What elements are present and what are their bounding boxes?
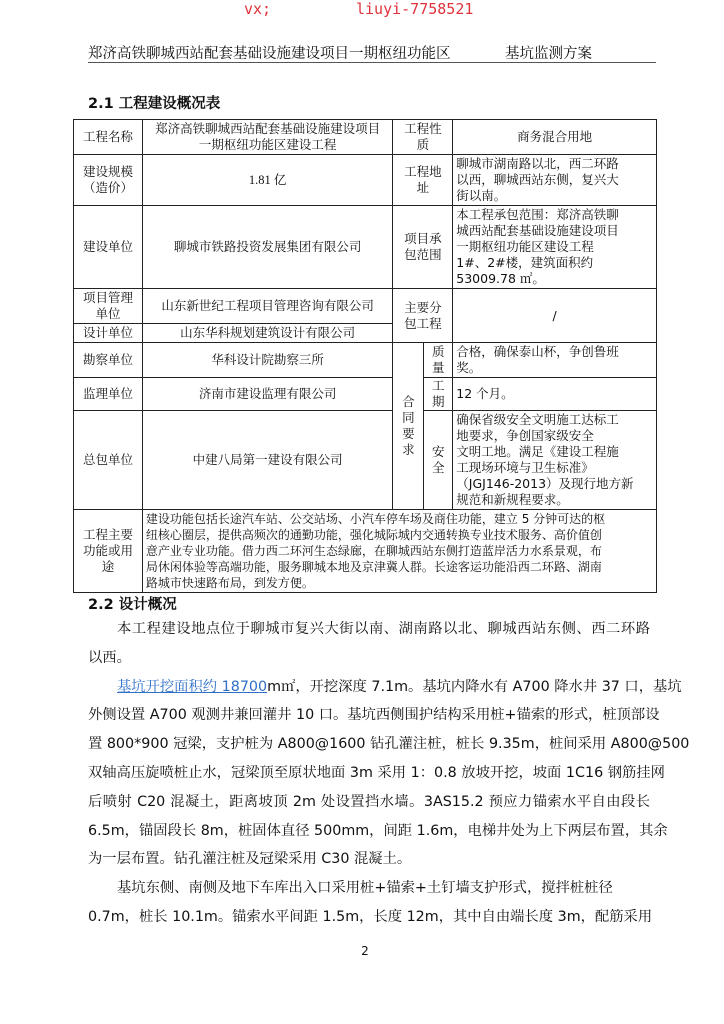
table-row [74,289,657,324]
cell-group-label: 合 同 要 求 [393,343,424,510]
paragraph-line: 外侧设置 A700 观测井兼回灌井 10 口。基坑西侧围护结构采用桩+锚索的形式，桩顶部设 [88,707,660,724]
cell-label: 工程地 址 [393,155,453,206]
cell-label: 工程性 质 [393,120,453,155]
cell-label: 监理单位 [74,378,143,411]
paragraph-line: 后喷射 C20 混凝土，距离坡顶 2m 处设置挡水墙。3AS15.2 预应力锚索水平自由段长 [88,793,650,810]
cell-value: 山东华科规划建筑设计有限公司 [142,324,392,343]
page-content [73,119,690,958]
paragraph-line: 置 800*900 冠梁，支护桩为 A800@1600 钻孔灌注桩，桩长 9.35m，桩间采用 A800@500 [88,736,690,753]
cell-label: 总包单位 [74,411,143,510]
cell-value: 聊城市湖南路以北，西二环路 以西，聊城西站东侧，复兴大 街以南。 [453,155,657,206]
cell-label: 项目承 包范围 [393,206,453,289]
cell-value: 聊城市铁路投资发展集团有限公司 [142,206,392,289]
cell-value: 郑济高铁聊城西站配套基础设施建设项目 一期枢纽功能区建设工程 [142,120,392,155]
page-number: 2 [361,943,369,958]
table-row [74,343,657,378]
cell-value: 山东新世纪工程项目管理咨询有限公司 [142,289,392,324]
header-doc: 基坑监测方案 [505,46,592,62]
cell-value: 商务混合用地 [453,120,657,155]
cell-value: 确保省级安全文明施工达标工 地要求，争创国家级安全 文明工地。满足《建设工程施 工现场环境与卫生标准》 （JGJ146-2013）及现行地方新 规范和新规程要求。 [453,411,657,510]
cell-value: / [453,289,657,343]
table-row [74,120,657,155]
cell-label: 勘察单位 [74,343,143,378]
cell-value: 建设功能包括长途汽车站、公交站场、小汽车停车场及商住功能，建立 5 分钟可达的枢 纽核心圈层，提供高频次的通勤功能，强化城际城内交通转换专业技术服务、高价值创 意产业专业功能。借力西二环河生态绿廊，在聊城西站东侧打造蓝岸活力水系景观，布 局休闲体验等高端功能，服务聊城本地及京津冀人群。长途客运功能沿西二环路、湖南 路城市快速路布局，到发方便。 [142,510,656,593]
section-heading-2-1: 2.1 工程建设概况表 [88,96,221,112]
cell-label: 质 量 [424,343,453,378]
paragraph-text: m㎡，开挖深度 7.1m。基坑内降水有 A700 降水井 37 口，基坑 [267,678,682,695]
paragraph-line: 基坑东侧、南侧及地下车库出入口采用桩+锚索+土钉墙支护形式，搅拌桩桩径 [117,880,613,897]
project-overview-table [73,119,657,593]
paragraph-line [88,673,682,702]
paragraph-line: 双轴高压旋喷桩止水，冠梁顶至原状地面 3m 采用 1：0.8 放坡开挖，坡面 1C16 钢筋挂网 [88,764,665,781]
paragraph-line: 6.5m，锚固段长 8m，桩固体直径 500mm，间距 1.6m，电梯井处为上下两层布置，其余 [88,822,668,839]
watermark [0,0,724,20]
design-overview-text [88,615,690,932]
cell-label: 工 期 [424,378,453,411]
cell-label: 工程主要 功能或用 途 [74,510,143,593]
paragraph-line: 以西。 [88,649,131,666]
cell-value: 华科设计院勘察三所 [142,343,392,378]
cell-label: 建设单位 [74,206,143,289]
cell-label: 安 全 [424,411,453,510]
table-row [74,411,657,510]
cell-label: 工程名称 [74,120,143,155]
cell-value: 中建八局第一建设有限公司 [142,411,392,510]
watermark-left: vx; [244,0,272,18]
cell-value: 济南市建设监理有限公司 [142,378,392,411]
cell-label: 项目管理 单位 [74,289,143,324]
section-heading-2-2: 2.2 设计概况 [88,597,177,613]
cell-label: 主要分 包工程 [393,289,453,343]
cell-label: 建设规模 （造价） [74,155,143,206]
excavation-area-link[interactable]: 基坑开挖面积约 18700 [117,678,268,695]
table-row [74,378,657,411]
table-row [74,155,657,206]
header-title: 郑济高铁聊城西站配套基础设施建设项目一期枢纽功能区 [88,46,451,62]
cell-value: 12 个月。 [453,378,657,411]
cell-value: 1.81 亿 [142,155,392,206]
watermark-right: liuyi-7758521 [356,0,474,18]
paragraph-line: 为一层布置。钻孔灌注桩及冠梁采用 C30 混凝土。 [88,851,412,868]
table-row [74,510,657,593]
cell-label: 设计单位 [74,324,143,343]
cell-value: 本工程承包范围：郑济高铁聊 城西站配套基础设施建设项目 一期枢纽功能区建设工程 1#、2#楼，建筑面积约 53009.78 ㎡。 [453,206,657,289]
cell-value: 合格，确保泰山杯，争创鲁班 奖。 [453,343,657,378]
paragraph-line: 0.7m，桩长 10.1m。锚索水平间距 1.5m，长度 12m，其中自由端长度 3m，配筋采用 [88,908,653,925]
paragraph-line: 本工程建设地点位于聊城市复兴大街以南、湖南路以北、聊城西站东侧、西二环路 [117,621,650,637]
table-row [74,206,657,289]
header-divider [88,62,656,63]
